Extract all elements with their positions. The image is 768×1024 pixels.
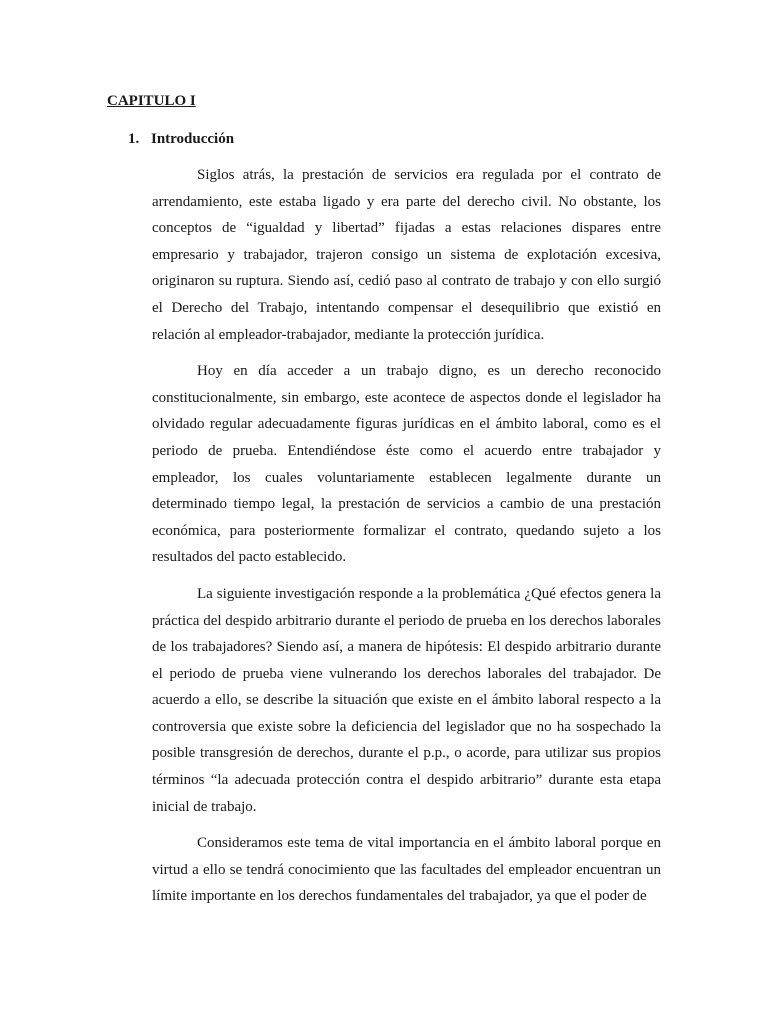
section-title: Introducción xyxy=(151,131,235,147)
paragraph-4: Consideramos este tema de vital importancia en el ámbito laboral porque en virtud a ello se tendrá conocimiento que las facultades del empleador encuentran un límite importante en los derechos fundamentales del trabajador, ya que el poder de xyxy=(152,835,661,905)
paragraph-2: Hoy en día acceder a un trabajo digno, es un derecho reconocido constitucionalmente, sin embargo, este acontece de aspectos donde el legislador ha olvidado regular adecuadamente figuras jurídicas en el ámbito laboral, como es el periodo de prueba. Entendiéndose éste como el acuerdo entre trabajador y empleador, los cuales voluntariamente establecen legalmente durante un determinado tiempo legal, la prestación de servicios a cambio de una prestación económica, para posteriormente formalizar el contrato, quedando sujeto a los resultados del pacto establecido. xyxy=(152,363,661,566)
paragraph-3: La siguiente investigación responde a la problemática ¿Qué efectos genera la práctica del despido arbitrario durante el periodo de prueba en los derechos laborales de los trabajadores? Siendo así, a manera de hipótesis: El despido arbitrario durante el periodo de prueba viene vulnerando los derechos laborales del trabajador. De acuerdo a ello, se describe la situación que existe en el ámbito laboral respecto a la controversia que existe sobre la deficiencia del legislador que no ha sospechado la posible transgresión de derechos, durante el p.p., o acorde, para utilizar sus propios términos “la adecuada protección contra el despido arbitrario” durante esta etapa inicial de trabajo. xyxy=(152,585,661,815)
section-number: 1. xyxy=(128,131,140,147)
paragraph-1: Siglos atrás, la prestación de servicios era regulada por el contrato de arrendamiento, este estaba ligado y era parte del derecho civil. No obstante, los conceptos de “igualdad y libertad” fijadas a estas relaciones dispares entre empresario y trabajador, trajeron consigo un sistema de explotación excesiva, originaron su ruptura. Siendo así, cedió paso al contrato de trabajo y con ello surgió el Derecho del Trabajo, intentando compensar el desequilibrio que existió en relación al empleador-trabajador, mediante la protección jurídica. xyxy=(152,167,661,343)
section-heading xyxy=(128,129,234,149)
chapter-title: CAPITULO I xyxy=(107,93,196,109)
body-text xyxy=(152,162,661,920)
